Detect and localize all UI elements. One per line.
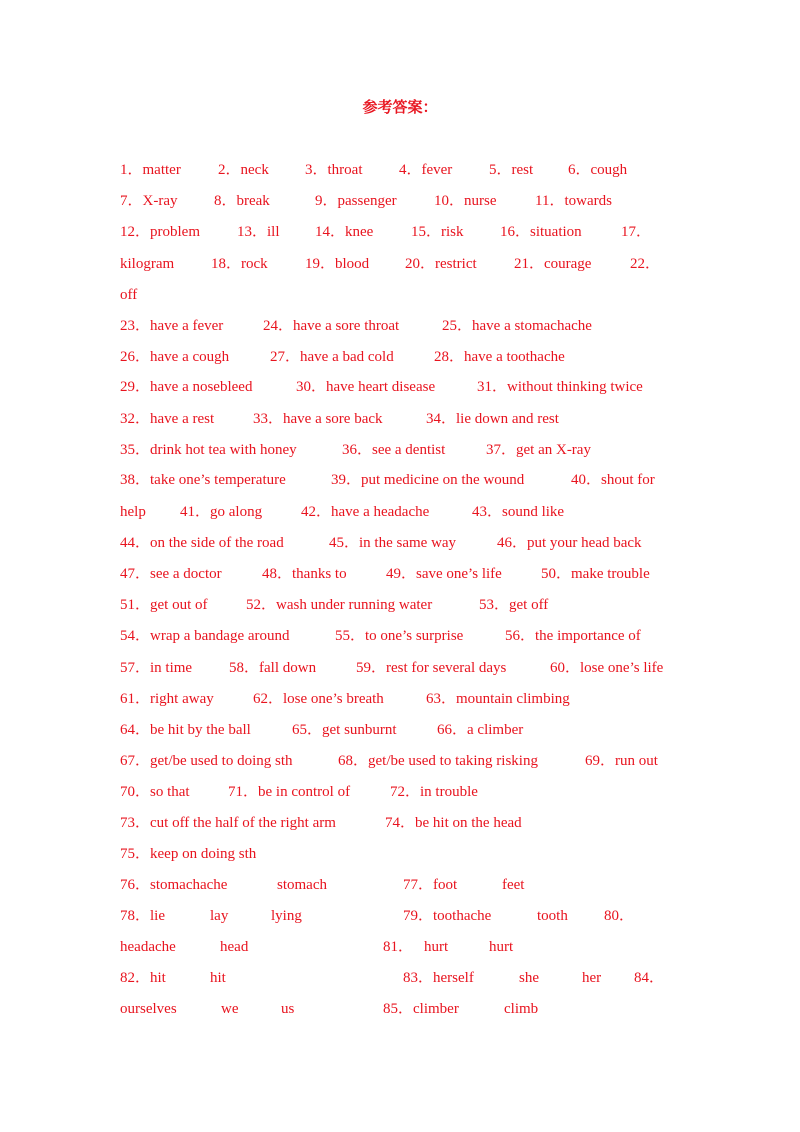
answer-item: 7．X-ray	[120, 193, 178, 209]
answer-line	[0, 844, 800, 866]
answer-item: off	[120, 287, 138, 303]
answer-item: her	[582, 970, 602, 986]
answer-line	[0, 999, 800, 1021]
answer-item: 85．climber	[383, 1001, 459, 1017]
answer-item: 39．put medicine on the wound	[331, 472, 525, 488]
answer-line	[0, 160, 800, 182]
answer-item: 57．in time	[120, 660, 193, 676]
answer-item: 54．wrap a bandage around	[120, 628, 290, 644]
answer-item: we	[221, 1001, 239, 1017]
answer-line	[0, 409, 800, 431]
answer-item: 12．problem	[120, 224, 200, 240]
answer-item: 45．in the same way	[329, 535, 457, 551]
answer-item: lay	[210, 908, 229, 924]
answer-item: 79．toothache	[403, 908, 492, 924]
answer-item: 77．foot	[403, 877, 458, 893]
answer-item: 76．stomachache	[120, 877, 228, 893]
answer-item: 73．cut off the half of the right arm	[120, 815, 336, 831]
answer-line	[0, 316, 800, 338]
answer-item: 71．be in control of	[228, 784, 351, 800]
answer-item: ourselves	[120, 1001, 177, 1017]
answer-item: 74．be hit on the head	[385, 815, 522, 831]
answer-item: 5．rest	[489, 162, 534, 178]
answer-item: tooth	[537, 908, 568, 924]
answer-item: 6．cough	[568, 162, 628, 178]
answer-item: 4．fever	[399, 162, 453, 178]
answer-line	[0, 502, 800, 524]
answer-item: 34．lie down and rest	[426, 411, 559, 427]
answer-item: 53．get off	[479, 597, 549, 613]
answer-line	[0, 751, 800, 773]
answer-item: 17．	[621, 224, 652, 240]
answer-item: 72．in trouble	[390, 784, 478, 800]
answer-line	[0, 191, 800, 213]
answer-line	[0, 222, 800, 244]
answer-line	[0, 533, 800, 555]
answer-line	[0, 626, 800, 648]
answer-item: 69．run out	[585, 753, 658, 769]
answer-item: 13．ill	[237, 224, 280, 240]
answer-item: 10．nurse	[434, 193, 497, 209]
answer-item: 19．blood	[305, 256, 370, 272]
answer-line	[0, 377, 800, 399]
answer-item: climb	[504, 1001, 539, 1017]
answer-line	[0, 875, 800, 897]
answer-item: 21．courage	[514, 256, 592, 272]
answer-item: 56．the importance of	[505, 628, 641, 644]
answer-item: 47．see a doctor	[120, 566, 222, 582]
page-title: 参考答案：	[362, 98, 438, 116]
answer-item: feet	[502, 877, 525, 893]
answer-item: 15．risk	[411, 224, 464, 240]
answer-item: kilogram	[120, 256, 175, 272]
answer-line	[0, 782, 800, 804]
answer-item: 60．lose one’s life	[550, 660, 664, 676]
answer-item: 16．situation	[500, 224, 582, 240]
answer-line	[0, 564, 800, 586]
answer-item: 27．have a bad cold	[270, 349, 394, 365]
answer-item: 40．shout for	[571, 472, 655, 488]
answer-item: 9．passenger	[315, 193, 397, 209]
answer-item: 49．save one’s life	[386, 566, 502, 582]
answer-item: 55．to one’s surprise	[335, 628, 464, 644]
answer-line	[0, 937, 800, 959]
answer-line	[0, 470, 800, 492]
answer-item: 82．hit	[120, 970, 166, 986]
answer-item: 24．have a sore throat	[263, 318, 400, 334]
answer-item: 58．fall down	[229, 660, 317, 676]
answer-item: 33．have a sore back	[253, 411, 383, 427]
answer-item: 80．	[604, 908, 635, 924]
answer-item: 28．have a toothache	[434, 349, 565, 365]
answer-item: hit	[210, 970, 226, 986]
answer-item: 62．lose one’s breath	[253, 691, 384, 707]
answer-item: 2．neck	[218, 162, 269, 178]
answer-item: 18．rock	[211, 256, 268, 272]
answer-item: head	[220, 939, 249, 955]
answer-line	[0, 813, 800, 835]
answer-item: 35．drink hot tea with honey	[120, 442, 297, 458]
answer-item: 65．get sunburnt	[292, 722, 397, 738]
answer-item: 46．put your head back	[497, 535, 642, 551]
answer-item: 83．herself	[403, 970, 474, 986]
answer-line	[0, 906, 800, 928]
answer-item: 32．have a rest	[120, 411, 215, 427]
answer-line	[0, 968, 800, 990]
answer-item: 44．on the side of the road	[120, 535, 284, 551]
answer-line	[0, 285, 800, 307]
answer-item: 8．break	[214, 193, 270, 209]
answer-item: 41．go along	[180, 504, 263, 520]
answer-item: she	[519, 970, 539, 986]
answer-item: 36．see a dentist	[342, 442, 446, 458]
answer-item: 50．make trouble	[541, 566, 650, 582]
answer-item: 75．keep on doing sth	[120, 846, 257, 862]
answer-item: 11．towards	[535, 193, 612, 209]
answer-item: 1．matter	[120, 162, 181, 178]
answer-item: 51．get out of	[120, 597, 208, 613]
answer-item: 38．take one’s temperature	[120, 472, 286, 488]
answer-item: 37．get an X-ray	[486, 442, 591, 458]
answer-item: 61．right away	[120, 691, 214, 707]
answer-item: headache	[120, 939, 176, 955]
answer-item: 78．lie	[120, 908, 165, 924]
answer-item: 81．	[383, 939, 414, 955]
answer-line	[0, 595, 800, 617]
answer-item: stomach	[277, 877, 327, 893]
answer-item: 14．knee	[315, 224, 374, 240]
answer-line	[0, 347, 800, 369]
answer-item: 42．have a headache	[301, 504, 430, 520]
answer-item: 59．rest for several days	[356, 660, 507, 676]
answer-item: 26．have a cough	[120, 349, 230, 365]
answer-line	[0, 658, 800, 680]
answer-item: 52．wash under running water	[246, 597, 433, 613]
answer-item: 25．have a stomachache	[442, 318, 592, 334]
answer-line	[0, 254, 800, 276]
answer-item: help	[120, 504, 146, 520]
answer-item: 20．restrict	[405, 256, 477, 272]
answer-item: 70．so that	[120, 784, 190, 800]
answer-item: 67．get/be used to doing sth	[120, 753, 293, 769]
answer-item: us	[281, 1001, 295, 1017]
answer-line	[0, 689, 800, 711]
answer-item: 22．	[630, 256, 661, 272]
answer-item: hurt	[424, 939, 449, 955]
answer-item: 31．without thinking twice	[477, 379, 643, 395]
answer-item: lying	[271, 908, 302, 924]
answer-item: 68．get/be used to taking risking	[338, 753, 538, 769]
answer-line	[0, 720, 800, 742]
answer-item: 23．have a fever	[120, 318, 224, 334]
answer-item: 29．have a nosebleed	[120, 379, 253, 395]
answer-item: 63．mountain climbing	[426, 691, 570, 707]
answer-item: 43．sound like	[472, 504, 565, 520]
answer-line	[0, 440, 800, 462]
answer-item: 3．throat	[305, 162, 363, 178]
answer-item: 84．	[634, 970, 665, 986]
answer-item: 66．a climber	[437, 722, 524, 738]
answer-item: 48．thanks to	[262, 566, 347, 582]
answer-item: 64．be hit by the ball	[120, 722, 251, 738]
answer-item: hurt	[489, 939, 514, 955]
answer-item: 30．have heart disease	[296, 379, 436, 395]
